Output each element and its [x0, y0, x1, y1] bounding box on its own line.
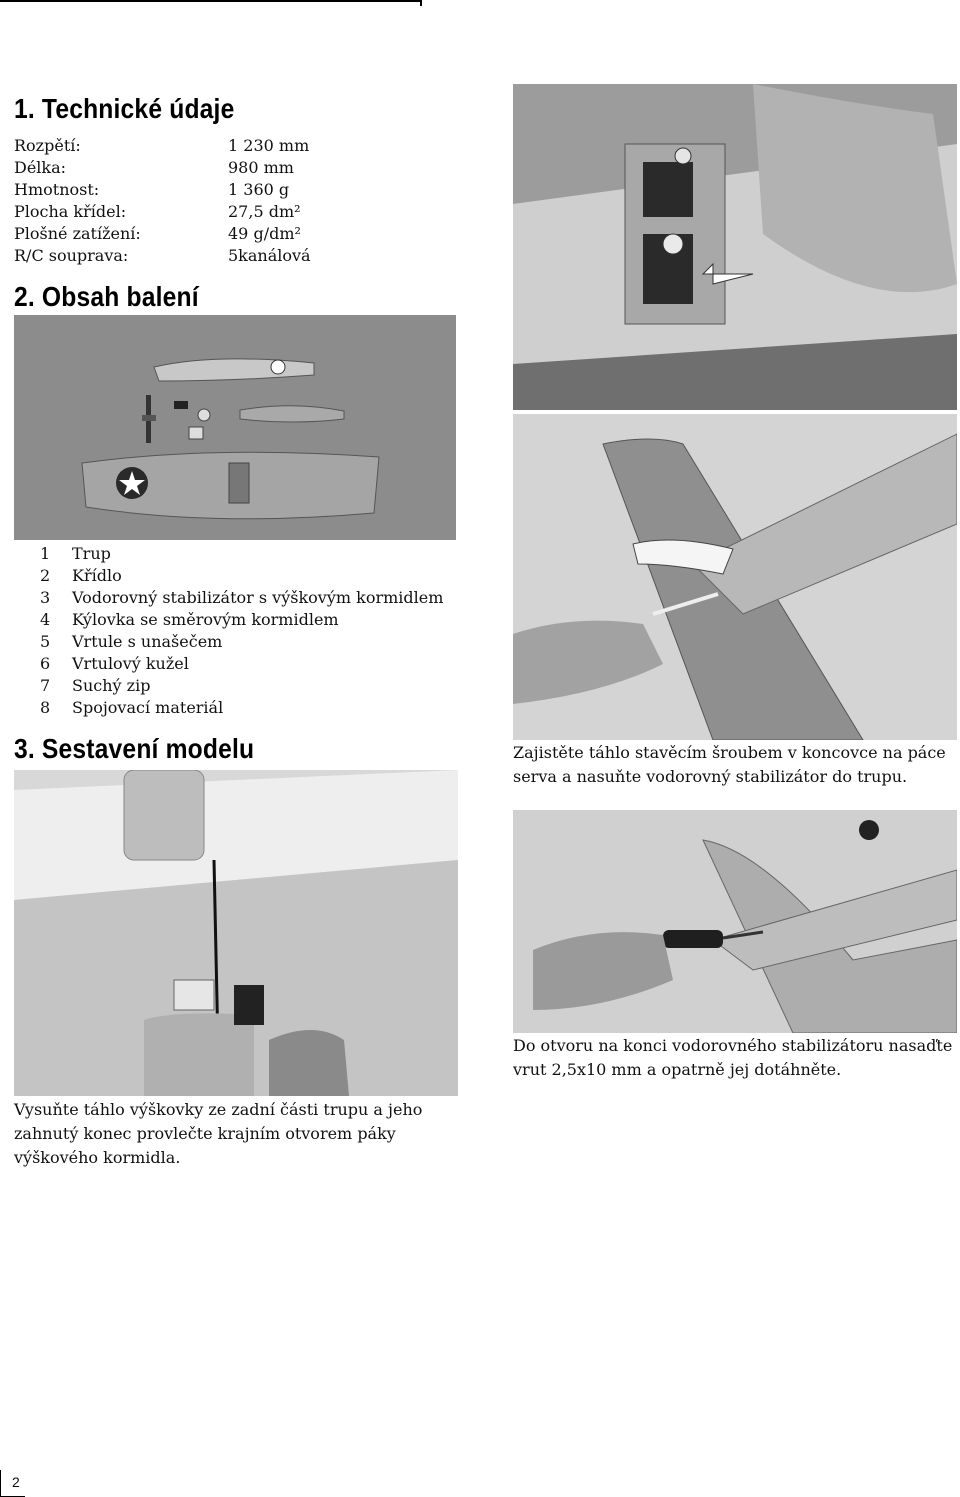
- spec-value: 49 g/dm²: [228, 224, 301, 243]
- spec-row: [14, 245, 311, 267]
- section-3-title: 3. Sestavení modelu: [14, 733, 255, 764]
- page-number: 2: [12, 1474, 20, 1490]
- list-item-number: 3: [40, 588, 51, 607]
- spec-value: 27,5 dm²: [228, 202, 301, 221]
- list-item: [40, 543, 111, 565]
- spec-value: 5kanálová: [228, 246, 311, 265]
- list-item-text: Spojovací materiál: [72, 698, 224, 717]
- spec-label: Plocha křídel:: [14, 202, 127, 221]
- list-item: [40, 609, 339, 631]
- elevator-rod-caption: Vysuňte táhlo výškovky ze zadní části trupu a jeho zahnutý konec provlečte krajním otvorem páky výškového kormidla.: [14, 1100, 423, 1167]
- spec-row: [14, 135, 309, 157]
- list-item-text: Suchý zip: [72, 676, 151, 695]
- list-item-text: Vodorovný stabilizátor s výškovým kormidlem: [72, 588, 444, 607]
- list-item-number: 1: [40, 544, 51, 563]
- list-item-number: 6: [40, 654, 51, 673]
- kit-contents-photo: [14, 315, 456, 540]
- list-item: [40, 697, 223, 719]
- spec-label: Plošné zatížení:: [14, 224, 141, 243]
- spec-row: [14, 157, 294, 179]
- elevator-rod-photo: [14, 770, 458, 1096]
- spec-label: Rozpětí:: [14, 136, 81, 155]
- servo-lock-caption: Zajistěte táhlo stavěcím šroubem v koncovce na páce serva a nasuňte vodorovný stabilizátor do trupu.: [513, 743, 946, 786]
- list-item-text: Kýlovka se směrovým kormidlem: [72, 610, 339, 629]
- spec-row: [14, 201, 301, 223]
- top-rule: [0, 0, 422, 6]
- list-item-number: 7: [40, 676, 51, 695]
- spec-label: Délka:: [14, 158, 67, 177]
- list-item: [40, 653, 189, 675]
- screw-caption: Do otvoru na konci vodorovného stabilizátoru nasaďte vrut 2,5x10 mm a opatrně jej dotáhněte.: [513, 1036, 953, 1079]
- list-item-number: 4: [40, 610, 51, 629]
- list-item: [40, 587, 443, 609]
- list-item: [40, 675, 150, 697]
- list-item: [40, 565, 122, 587]
- section-1-title: 1. Technické údaje: [14, 93, 235, 124]
- spec-label: Hmotnost:: [14, 180, 100, 199]
- list-item-number: 8: [40, 698, 51, 717]
- screwdriver-photo: [513, 810, 957, 1033]
- list-item-number: 5: [40, 632, 51, 651]
- list-item-number: 2: [40, 566, 51, 585]
- list-item-text: Křídlo: [72, 566, 122, 585]
- list-item-text: Trup: [72, 544, 111, 563]
- spec-value: 980 mm: [228, 158, 294, 177]
- section-2-title: 2. Obsah balení: [14, 281, 199, 312]
- spec-row: [14, 179, 289, 201]
- spec-label: R/C souprava:: [14, 246, 129, 265]
- list-item: [40, 631, 222, 653]
- spec-value: 1 230 mm: [228, 136, 310, 155]
- servo-photo: [513, 84, 957, 410]
- spec-value: 1 360 g: [228, 180, 290, 199]
- spec-row: [14, 223, 301, 245]
- list-item-text: Vrtule s unašečem: [72, 632, 223, 651]
- stabilizer-photo: [513, 414, 957, 740]
- list-item-text: Vrtulový kužel: [72, 654, 189, 673]
